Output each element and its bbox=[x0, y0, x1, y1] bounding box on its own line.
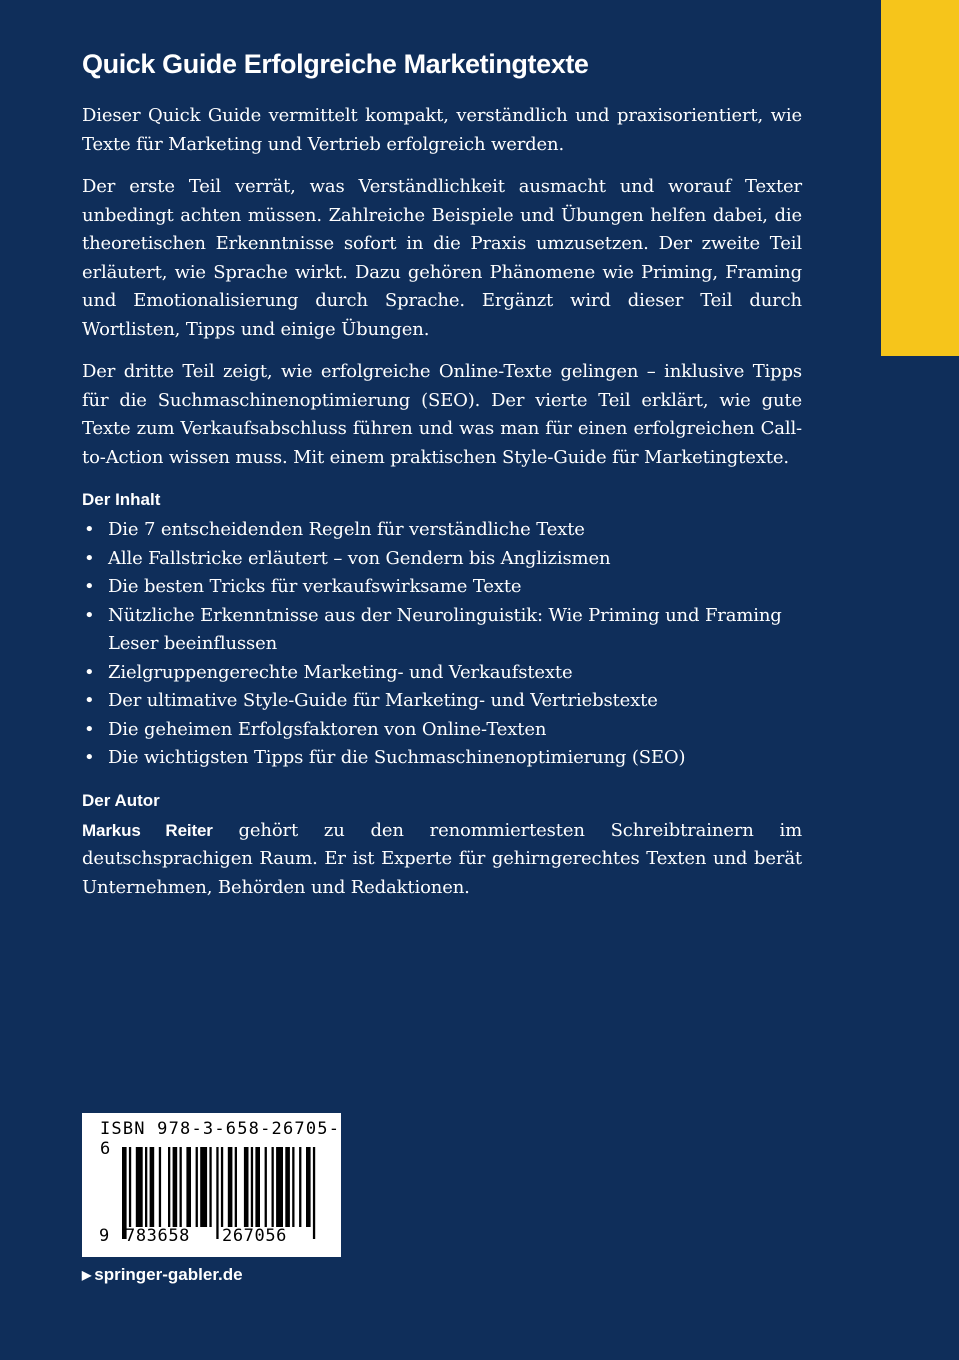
barcode-icon bbox=[82, 1113, 341, 1257]
barcode-bar bbox=[221, 1147, 223, 1227]
book-title: Quick Guide Erfolgreiche Marketingtexte bbox=[82, 49, 589, 79]
ean-right-group: 267056 bbox=[222, 1226, 288, 1246]
list-item bbox=[82, 516, 802, 545]
barcode-bar bbox=[150, 1147, 155, 1227]
barcode-bar bbox=[306, 1147, 311, 1227]
barcode-bar bbox=[196, 1147, 198, 1227]
list-item bbox=[82, 573, 802, 602]
barcode-bar bbox=[276, 1147, 283, 1227]
bullet-icon: • bbox=[84, 576, 95, 597]
ean-first-digit: 9 bbox=[99, 1226, 110, 1246]
author-name: Markus Reiter bbox=[82, 820, 213, 840]
list-item bbox=[82, 687, 802, 716]
barcode-bar bbox=[251, 1147, 253, 1227]
author-bio: gehört zu den renommiertesten Schreibtrainern im deutschsprachigen Raum. Er ist Experte für gehirngerechtes Texten und berät Unternehmen, Behörden und Redaktionen. bbox=[82, 819, 803, 898]
barcode-bar bbox=[285, 1147, 290, 1227]
isbn-label: ISBN 978-3-658-26705-6 bbox=[100, 1119, 341, 1159]
intro-paragraph: Dieser Quick Guide vermittelt kompakt, verständlich und praxisorientiert, wie Texte für Marketing und Vertrieb erfolgreich werden. bbox=[82, 105, 802, 155]
barcode-bar bbox=[209, 1147, 211, 1227]
barcode-bar bbox=[244, 1147, 249, 1227]
list-item bbox=[82, 716, 802, 745]
bullet-icon: • bbox=[84, 690, 95, 711]
bullet-icon: • bbox=[84, 718, 95, 740]
list-item bbox=[82, 602, 802, 659]
list-item-text: Die besten Tricks für verkaufswirksame Texte bbox=[108, 576, 522, 597]
bullet-icon: • bbox=[84, 661, 95, 683]
contents-heading: Der Inhalt bbox=[82, 490, 161, 509]
bullet-icon: • bbox=[84, 747, 95, 768]
bullet-icon: • bbox=[84, 604, 95, 626]
barcode-bar bbox=[200, 1147, 207, 1227]
barcode-bar bbox=[299, 1147, 301, 1227]
part-one-two-paragraph: Der erste Teil verrät, was Verständlichkeit ausmacht und worauf Texter unbedingt achten müssen. Zahlreiche Beispiele und Übungen helfen dabei, die theoretischen Erkenntnisse sofort in die Praxis umzusetzen. Der zweite Teil erläutert, wie Sprache wirkt. Dazu gehören Phänomene wie Priming, Framing und Emotionalisierung durch Sprache. Ergänzt wird dieser Teil durch Wortlisten, Tipps und einige Übungen. bbox=[82, 176, 802, 340]
barcode-bar bbox=[313, 1147, 315, 1239]
part-three-four-paragraph: Der dritte Teil zeigt, wie erfolgreiche Online-Texte gelingen – inklusive Tipps für die Suchmaschinenoptimierung (SEO). Der vierte Teil erklärt, wie gute Texte zum Verkaufsabschluss führen und was man für einen erfolgreichen Call-to-Action wissen muss. Mit einem praktischen Style-Guide für Marketingtexte. bbox=[82, 361, 802, 468]
triangle-right-icon: ▶ bbox=[82, 1268, 92, 1282]
ean-left-group: 783658 bbox=[125, 1226, 191, 1246]
list-item bbox=[82, 659, 802, 688]
author-paragraph bbox=[82, 817, 802, 903]
publisher-website[interactable] bbox=[82, 1264, 243, 1287]
barcode-bar bbox=[180, 1147, 182, 1227]
list-item bbox=[82, 545, 802, 574]
barcode-bar bbox=[129, 1147, 131, 1227]
barcode-bar bbox=[235, 1147, 237, 1227]
contents-list bbox=[82, 516, 802, 773]
barcode-bar bbox=[292, 1147, 294, 1227]
bullet-icon: • bbox=[84, 519, 95, 540]
cover-text bbox=[82, 45, 802, 916]
barcode-bar bbox=[228, 1147, 233, 1227]
website-url: springer-gabler.de bbox=[94, 1265, 243, 1284]
barcode-bar bbox=[168, 1147, 170, 1227]
barcode-bar bbox=[145, 1147, 147, 1227]
list-item-text: Die wichtigsten Tipps für die Suchmaschinenoptimierung (SEO) bbox=[108, 747, 686, 768]
isbn-barcode bbox=[82, 1113, 341, 1257]
barcode-bar bbox=[255, 1147, 260, 1227]
yellow-accent-strip bbox=[881, 0, 959, 356]
barcode-bar bbox=[136, 1147, 143, 1227]
list-item bbox=[82, 744, 802, 773]
bullet-icon: • bbox=[84, 547, 95, 569]
list-item-text: Die 7 entscheidenden Regeln für verständliche Texte bbox=[108, 519, 585, 540]
list-item-text: Nützliche Erkenntnisse aus der Neurolinguistik: Wie Priming und Framing Leser beeinflussen bbox=[108, 604, 782, 654]
barcode-bar bbox=[186, 1147, 191, 1227]
barcode-bar bbox=[173, 1147, 178, 1227]
barcode-bar bbox=[159, 1147, 161, 1227]
list-item-text: Alle Fallstricke erläutert – von Gendern bis Anglizismen bbox=[108, 547, 611, 569]
barcode-bar bbox=[272, 1147, 274, 1227]
author-heading: Der Autor bbox=[82, 790, 160, 810]
list-item-text: Zielgruppengerechte Marketing- und Verkaufstexte bbox=[108, 661, 573, 683]
list-item-text: Der ultimative Style-Guide für Marketing- und Vertriebstexte bbox=[108, 690, 658, 711]
barcode-bar bbox=[216, 1147, 218, 1239]
barcode-bar bbox=[265, 1147, 267, 1227]
list-item-text: Die geheimen Erfolgsfaktoren von Online-Texten bbox=[108, 718, 547, 740]
